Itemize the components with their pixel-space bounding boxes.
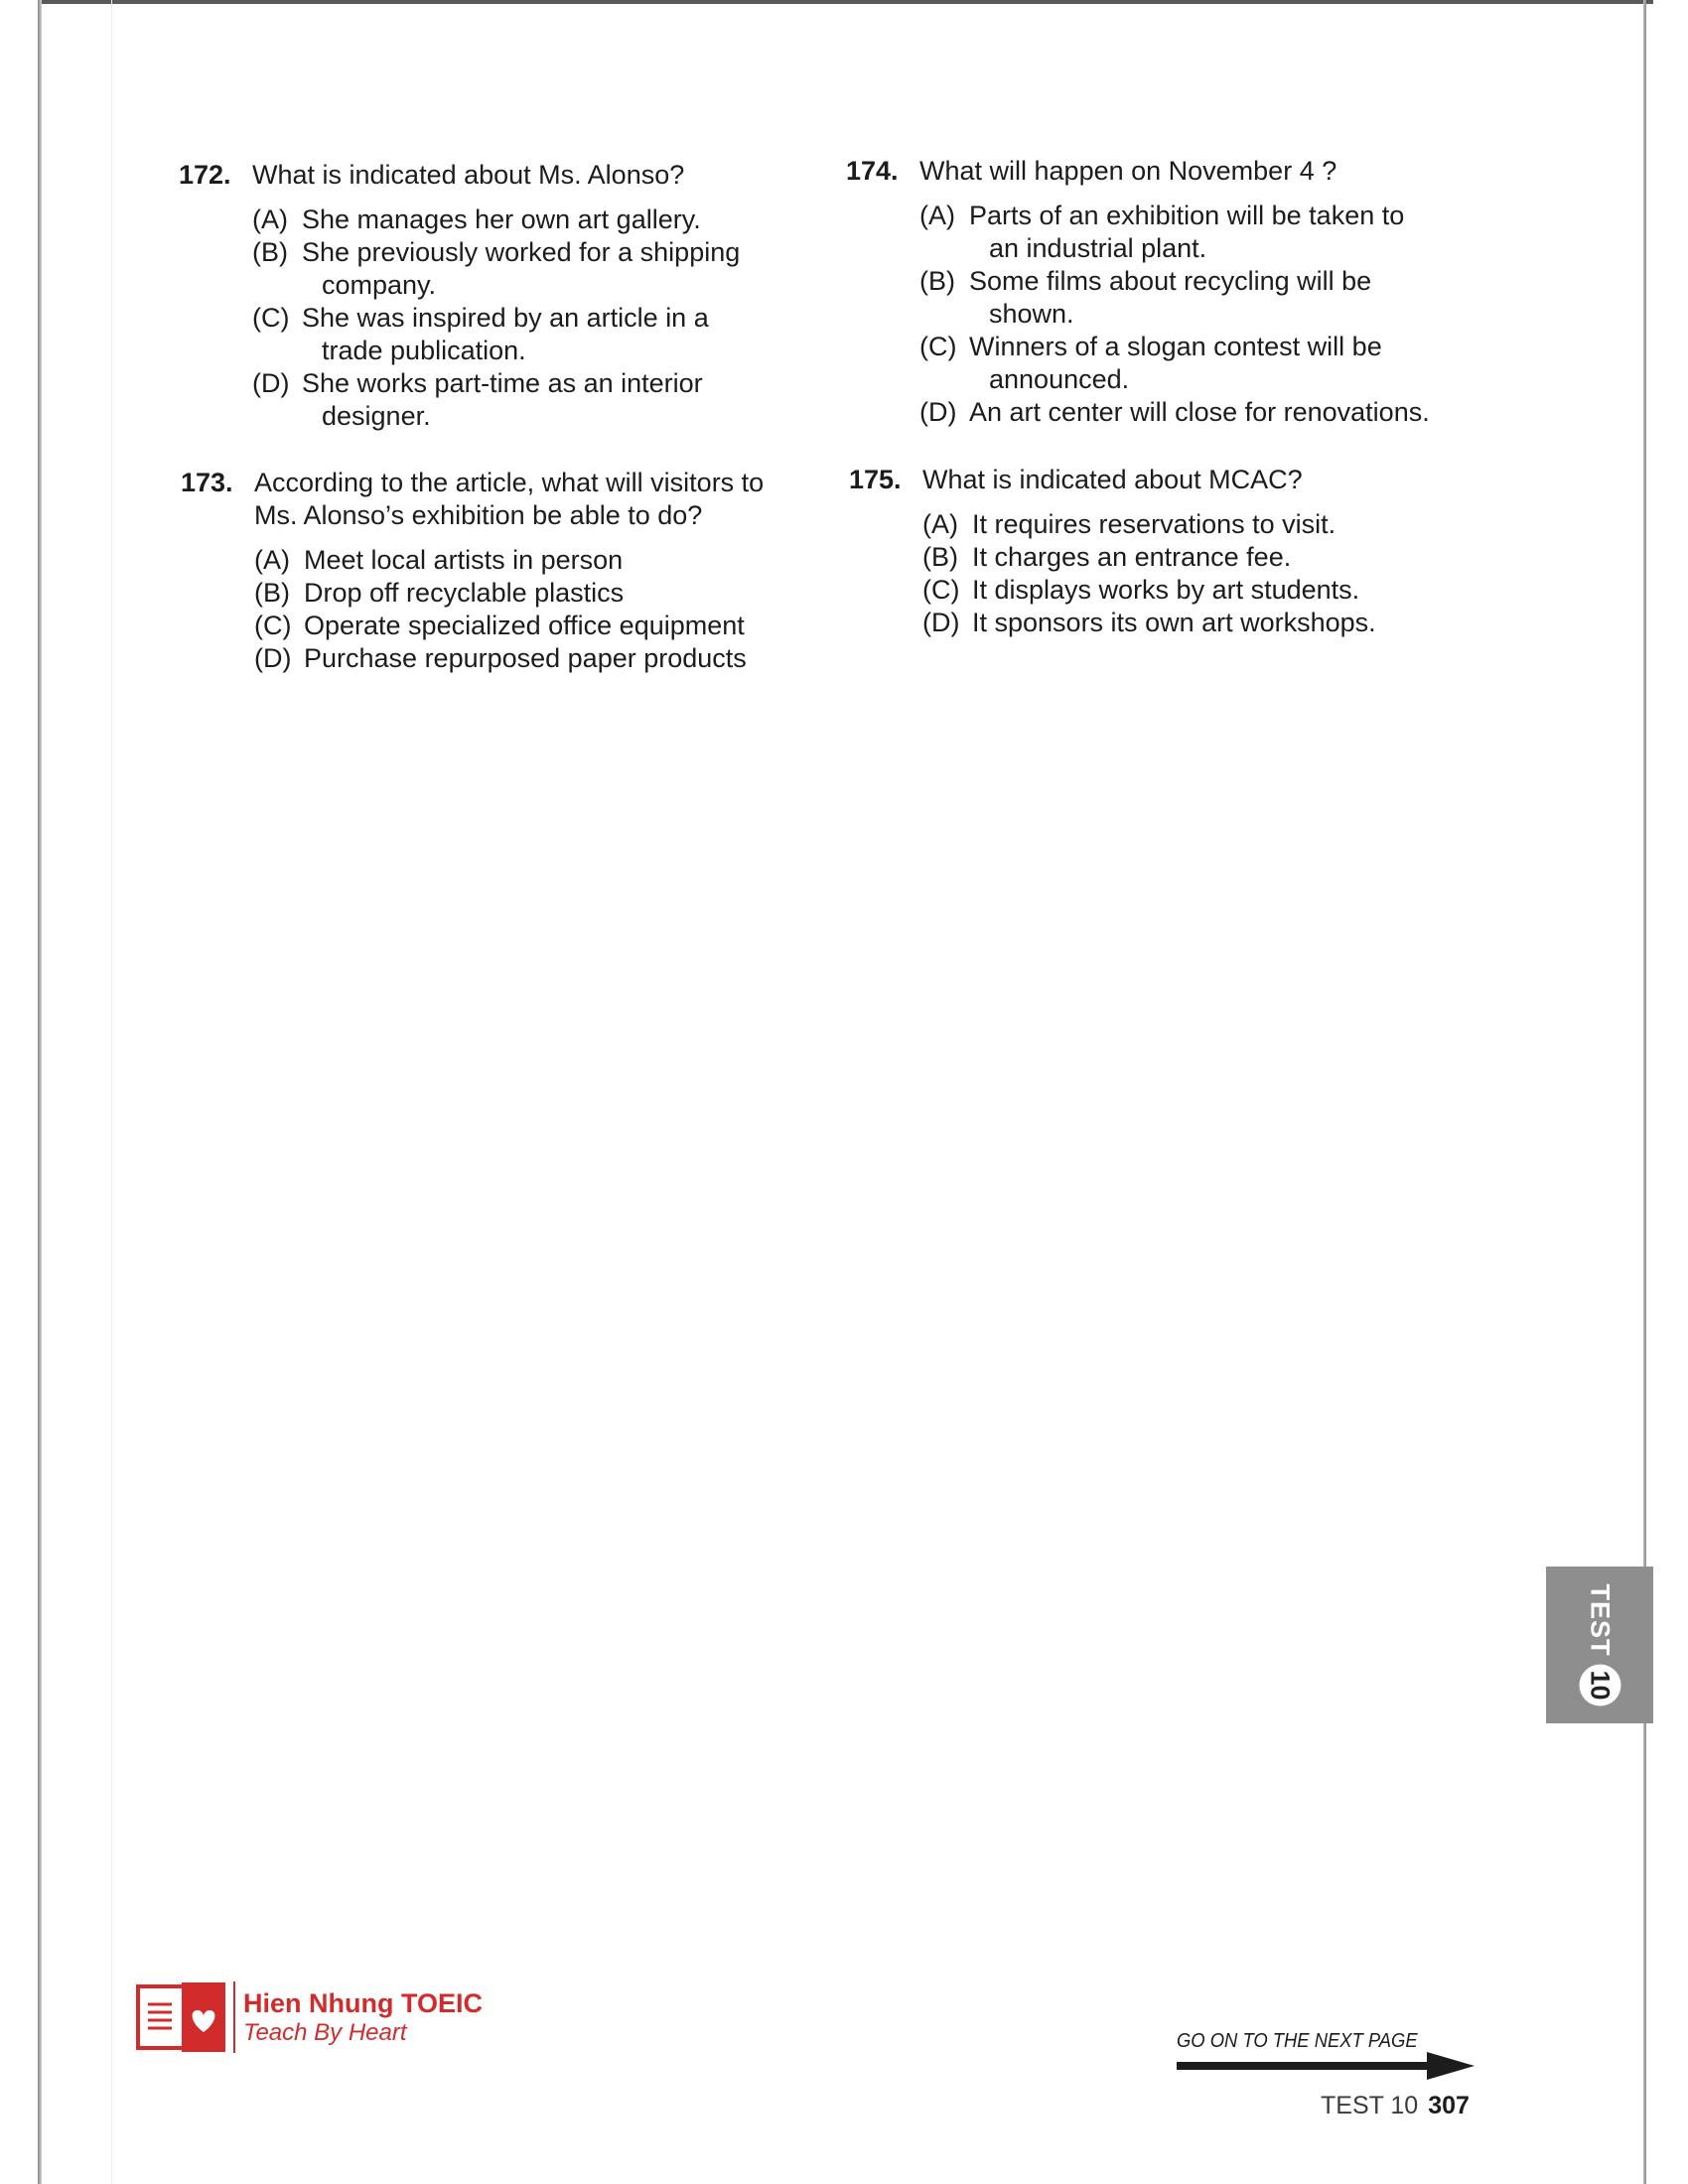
question-number: 172. bbox=[179, 160, 231, 190]
option-text-continued: company. bbox=[322, 270, 437, 300]
option-a[interactable] bbox=[922, 508, 1465, 541]
option-b[interactable] bbox=[922, 541, 1465, 574]
option-letter: (C) bbox=[254, 611, 292, 640]
option-text: She was inspired by an article in a bbox=[302, 303, 709, 333]
option-letter: (B) bbox=[922, 542, 958, 572]
question-text: According to the article, what will visitors to Ms. Alonso’s exhibition be able to do? bbox=[254, 468, 765, 530]
publisher-logo bbox=[136, 1980, 483, 2054]
footer-test-label: TEST 10 bbox=[1321, 2092, 1419, 2119]
option-letter: (A) bbox=[919, 201, 955, 230]
option-text-continued: an industrial plant. bbox=[989, 233, 1207, 263]
option-letter: (B) bbox=[919, 266, 955, 296]
question-173 bbox=[181, 467, 806, 675]
page-number: 307 bbox=[1428, 2092, 1470, 2119]
option-letter: (A) bbox=[252, 205, 288, 234]
logo-tagline: Teach By Heart bbox=[243, 2019, 407, 2046]
option-text: It sponsors its own art workshops. bbox=[972, 608, 1376, 637]
option-letter: (B) bbox=[252, 237, 288, 267]
option-d[interactable] bbox=[254, 642, 806, 675]
logo-divider bbox=[233, 1981, 235, 2053]
page-footer bbox=[1321, 2092, 1470, 2120]
option-text-continued: trade publication. bbox=[322, 336, 526, 365]
book-heart-icon bbox=[136, 1980, 227, 2054]
option-d[interactable] bbox=[922, 607, 1465, 639]
arrow-right-icon bbox=[1177, 2052, 1475, 2080]
question-number: 175. bbox=[849, 465, 902, 494]
option-text: It requires reservations to visit. bbox=[972, 509, 1336, 539]
question-number: 173. bbox=[181, 468, 233, 497]
side-tab-number: 10 bbox=[1579, 1665, 1620, 1706]
option-text: Purchase repurposed paper products bbox=[304, 643, 747, 673]
option-c[interactable] bbox=[922, 574, 1465, 607]
option-b[interactable] bbox=[919, 265, 1481, 331]
option-text-continued: shown. bbox=[989, 299, 1074, 329]
test-side-tab bbox=[1546, 1567, 1653, 1723]
option-c[interactable] bbox=[919, 331, 1481, 396]
option-b[interactable] bbox=[252, 236, 794, 302]
scan-edge-top bbox=[40, 0, 1653, 4]
option-d[interactable] bbox=[252, 367, 794, 433]
option-letter: (C) bbox=[919, 332, 957, 361]
option-letter: (B) bbox=[254, 578, 290, 608]
answer-options bbox=[919, 200, 1481, 429]
question-text: What will happen on November 4 ? bbox=[919, 156, 1337, 186]
answer-options bbox=[922, 508, 1465, 639]
option-c[interactable] bbox=[252, 302, 794, 367]
option-letter: (A) bbox=[922, 509, 958, 539]
option-a[interactable] bbox=[252, 204, 794, 236]
option-text: Parts of an exhibition will be taken to bbox=[969, 201, 1405, 230]
option-a[interactable] bbox=[254, 544, 806, 577]
option-text: Winners of a slogan contest will be bbox=[969, 332, 1382, 361]
option-text: Drop off recyclable plastics bbox=[304, 578, 625, 608]
option-letter: (D) bbox=[254, 643, 292, 673]
answer-options bbox=[254, 544, 806, 675]
question-175 bbox=[849, 464, 1465, 639]
option-c[interactable] bbox=[254, 610, 806, 642]
option-text: Some films about recycling will be bbox=[969, 266, 1372, 296]
option-letter: (D) bbox=[252, 368, 290, 398]
option-letter: (D) bbox=[922, 608, 960, 637]
option-letter: (C) bbox=[922, 575, 960, 605]
option-letter: (D) bbox=[919, 397, 957, 427]
side-tab-label: TEST bbox=[1585, 1583, 1616, 1657]
question-174 bbox=[846, 155, 1481, 429]
answer-options bbox=[252, 204, 794, 433]
scan-fold-line bbox=[111, 0, 112, 2184]
question-text: What is indicated about MCAC? bbox=[922, 465, 1303, 494]
option-b[interactable] bbox=[254, 577, 806, 610]
option-letter: (C) bbox=[252, 303, 290, 333]
option-text: It charges an entrance fee. bbox=[972, 542, 1292, 572]
option-text: An art center will close for renovations. bbox=[969, 397, 1430, 427]
option-text: Meet local artists in person bbox=[304, 545, 624, 575]
logo-brand-name: Hien Nhung TOEIC bbox=[243, 1988, 483, 2018]
question-number: 174. bbox=[846, 156, 899, 186]
scan-edge-left bbox=[38, 0, 42, 2184]
option-text: It displays works by art students. bbox=[972, 575, 1360, 605]
option-text-continued: announced. bbox=[989, 364, 1130, 394]
question-172 bbox=[179, 159, 794, 433]
option-text-continued: designer. bbox=[322, 401, 431, 431]
scan-edge-right bbox=[1643, 0, 1646, 2184]
option-letter: (A) bbox=[254, 545, 290, 575]
option-text: She manages her own art gallery. bbox=[302, 205, 701, 234]
next-page-instruction: GO ON TO THE NEXT PAGE bbox=[1177, 2030, 1418, 2052]
option-text: She previously worked for a shipping bbox=[302, 237, 741, 267]
option-a[interactable] bbox=[919, 200, 1481, 265]
question-text: What is indicated about Ms. Alonso? bbox=[252, 160, 685, 190]
option-d[interactable] bbox=[919, 396, 1481, 429]
option-text: She works part-time as an interior bbox=[302, 368, 703, 398]
option-text: Operate specialized office equipment bbox=[304, 611, 745, 640]
